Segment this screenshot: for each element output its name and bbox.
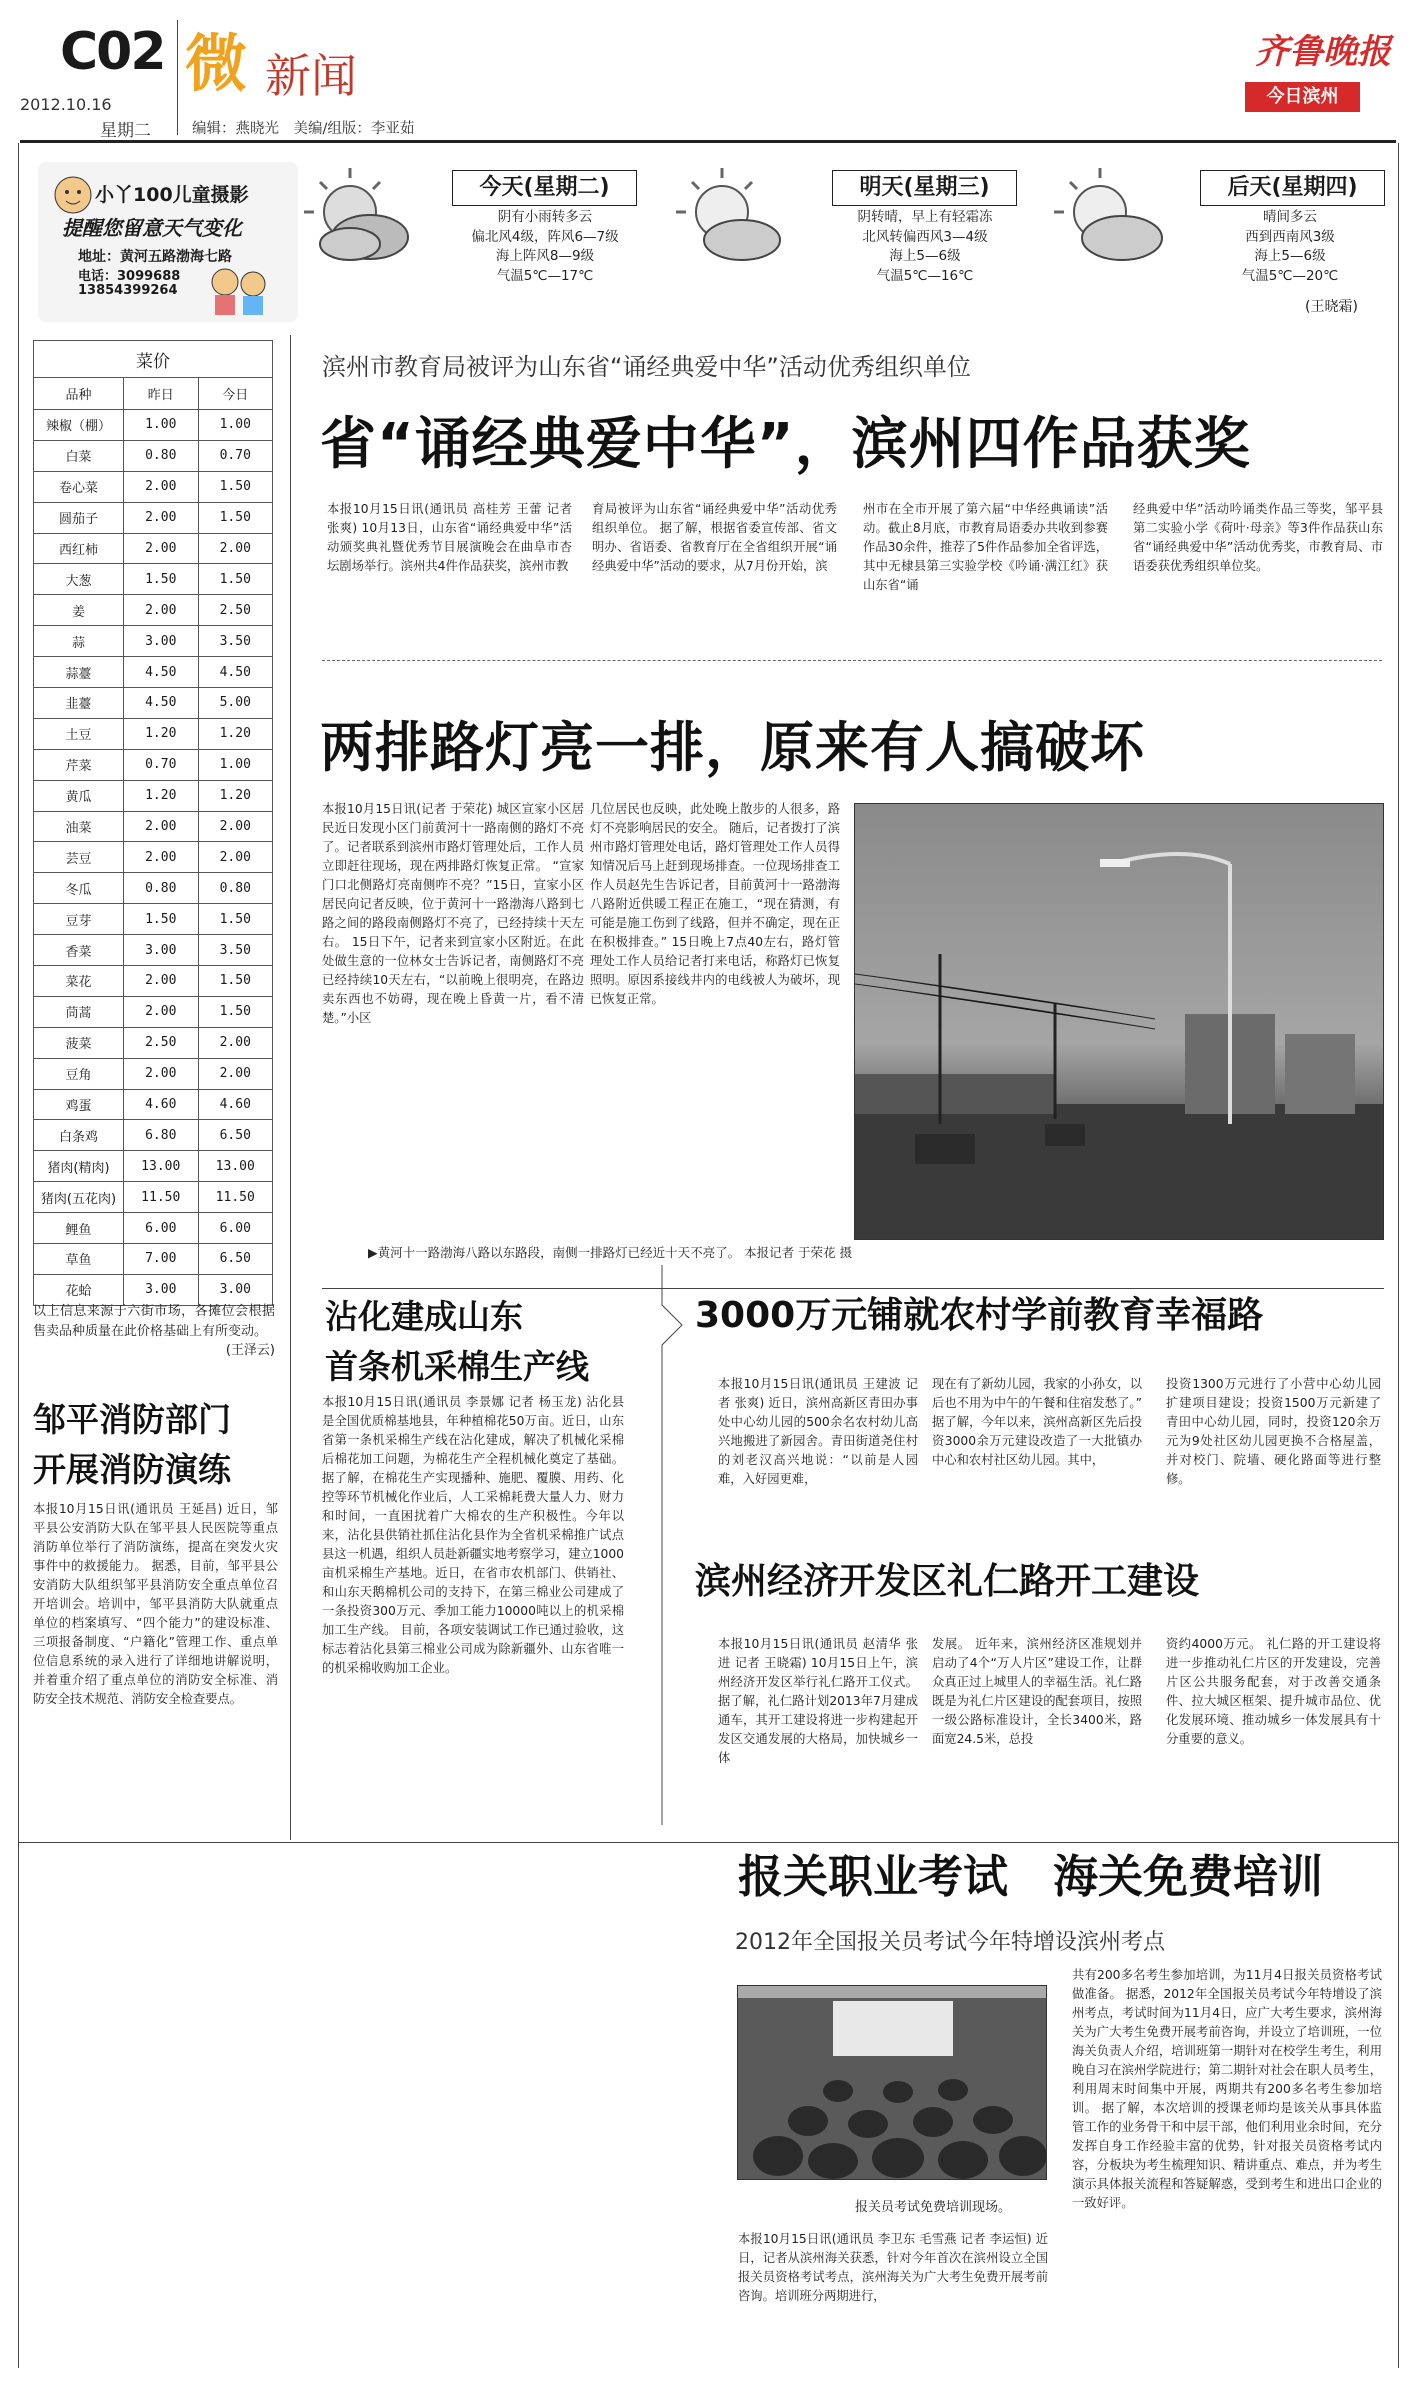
yesterday-price-cell: 1.20 — [124, 780, 199, 811]
headline-line: 首条机采棉生产线 — [325, 1347, 589, 1386]
weather-partly-cloudy-icon — [1050, 162, 1170, 282]
table-row — [34, 626, 273, 657]
today-price-cell: 2.00 — [198, 811, 273, 842]
veg-name-cell: 西红柿 — [34, 533, 124, 564]
weather-line: 气温5℃—17℃ — [496, 267, 594, 284]
table-row — [34, 996, 273, 1027]
veg-name-cell: 猪肉(精肉) — [34, 1151, 124, 1182]
article6-col2: 发展。 近年来，滨州经济区准规划并启动了4个“万人片区”建设工作，让群众真正过上城里人的幸福生活。礼仁路既是为礼仁片区建设的配套项目，按照一级公路标准设计，全长3400米，路面宽24.5米，总投 — [932, 1637, 1142, 1746]
veg-name-cell: 白条鸡 — [34, 1120, 124, 1151]
table-row — [34, 410, 273, 441]
table-row — [34, 1027, 273, 1058]
yesterday-price-cell: 2.00 — [124, 533, 199, 564]
today-price-cell: 6.50 — [198, 1244, 273, 1275]
today-price-cell: 2.50 — [198, 595, 273, 626]
veg-name-cell: 菠菜 — [34, 1027, 124, 1058]
header-divider — [177, 20, 178, 135]
veg-name-cell: 菜花 — [34, 966, 124, 997]
weather-line: 海上5—6级 — [889, 248, 961, 264]
today-price-cell: 1.20 — [198, 718, 273, 749]
article4-body: 本报10月15日讯(通讯员 王延昌) 近日，邹平县公安消防大队在邹平县人民医院等重点消防单位举行了消防演练，提高在突发火灾事件中的救援能力。 据悉，目前，邹平县公安消防大队组织邹平县消防安全重点单位召开培训会。培训中，邹平县消防大队就重点单位的档案填写、“四个能力”的建设标准、三项报备制度、“户籍化”管理工作、重点单位信息系统的录入进行了详细地讲解说明，并着重介绍了重点单位的消防安全标准、消防安全技术规范、消防安全检查要点。 — [33, 1502, 278, 1706]
today-price-cell: 1.00 — [198, 749, 273, 780]
today-price-cell: 1.50 — [198, 502, 273, 533]
table-row — [34, 873, 273, 904]
weather-line: 阴转晴，早上有轻霜冻 — [857, 209, 993, 225]
yesterday-price-cell: 1.00 — [124, 410, 199, 441]
veg-name-cell: 大葱 — [34, 564, 124, 595]
yesterday-price-cell: 2.00 — [124, 811, 199, 842]
weather-credit: (王晓霜) — [1305, 299, 1358, 315]
article4-headline — [33, 1395, 231, 1495]
veg-name-cell: 芹菜 — [34, 749, 124, 780]
today-price-cell: 1.50 — [198, 564, 273, 595]
yesterday-price-cell: 2.00 — [124, 471, 199, 502]
ad-address: 地址：黄河五路渤海七路 — [78, 249, 232, 265]
classroom-photo-caption: 报关员考试免费培训现场。 — [855, 2200, 1012, 2215]
article1-subtitle: 滨州市教育局被评为山东省“诵经典爱中华”活动优秀组织单位 — [322, 353, 971, 381]
vegetable-note — [33, 1302, 275, 1361]
yesterday-price-cell: 2.00 — [124, 966, 199, 997]
yesterday-price-cell: 1.50 — [124, 904, 199, 935]
yesterday-price-cell: 1.50 — [124, 564, 199, 595]
veg-name-cell: 草鱼 — [34, 1244, 124, 1275]
yesterday-price-cell: 3.00 — [124, 626, 199, 657]
today-price-cell: 1.50 — [198, 904, 273, 935]
yesterday-price-cell: 2.00 — [124, 595, 199, 626]
headline-line: 开展消防演练 — [33, 1450, 231, 1489]
article2-headline: 两排路灯亮一排，原来有人搞破坏 — [320, 716, 1145, 779]
veg-name-cell: 辣椒（棚） — [34, 410, 124, 441]
article7-headline: 报关职业考试 海关免费培训 — [738, 1850, 1324, 1903]
yesterday-price-cell: 4.60 — [124, 1089, 199, 1120]
ad-slogan: 提醒您留意天气变化 — [62, 216, 242, 240]
article5-headline: 3000万元铺就农村学前教育幸福路 — [695, 1295, 1264, 1336]
weather-line: 阴有小雨转多云 — [497, 209, 593, 225]
table-row — [34, 471, 273, 502]
today-price-cell: 13.00 — [198, 1151, 273, 1182]
table-row — [34, 966, 273, 997]
today-price-cell: 4.50 — [198, 657, 273, 688]
veg-name-cell: 油菜 — [34, 811, 124, 842]
today-price-cell: 2.00 — [198, 1058, 273, 1089]
veg-name-cell: 韭薹 — [34, 688, 124, 719]
page-date: 2012.10.16 — [20, 95, 112, 114]
weather-label-tomorrow: 明天(星期三) — [832, 170, 1017, 206]
ad-phone-2: 13854399264 — [78, 283, 178, 298]
today-price-cell: 1.50 — [198, 966, 273, 997]
yesterday-price-cell: 2.00 — [124, 842, 199, 873]
today-price-cell: 2.00 — [198, 842, 273, 873]
weather-label-day-after: 后天(星期四) — [1200, 170, 1385, 206]
article6-col1: 本报10月15日讯(通讯员 赵清华 张进 记者 王晓霜) 10月15日上午，滨州经济开发区举行礼仁路开工仪式。据了解，礼仁路计划2013年7月建成通车，其开工建设将进一步构建起开发区交通发展的大格局，加快城乡一体 — [718, 1637, 918, 1765]
cartoon-children-icon — [205, 262, 275, 317]
veg-name-cell: 圆茄子 — [34, 502, 124, 533]
table-row — [34, 811, 273, 842]
page-weekday: 星期二 — [100, 121, 151, 141]
newspaper-name: 齐鲁晚报 — [1255, 32, 1391, 72]
table-row — [34, 1120, 273, 1151]
today-price-cell: 6.00 — [198, 1213, 273, 1244]
today-price-cell: 3.50 — [198, 935, 273, 966]
table-row — [34, 595, 273, 626]
classroom-photo — [737, 1985, 1047, 2180]
table-row — [34, 1089, 273, 1120]
table-row — [34, 842, 273, 873]
headline-line: 邹平消防部门 — [33, 1400, 231, 1439]
header-rule — [20, 140, 1396, 143]
table-row — [34, 1213, 273, 1244]
table-row — [34, 564, 273, 595]
article3-body: 本报10月15日讯(通讯员 李景娜 记者 杨玉龙) 沾化县是全国优质棉基地县，年种植棉花50万亩。近日，山东省第一条机采棉生产线在沾化建成，解决了机械化采棉后棉花加工问题，为棉花生产全程机械化奠定了基础。 据了解，在棉花生产实现播种、施肥、覆膜、用药、化控等环节机械化作业后，人工采棉耗费大量人力、财力和时间，一直困扰着广大棉农的生产积极性。今年以来，沾化县供销社抓住沾化县作为全省机采棉推广试点县这一机遇，组织人员赴新疆实地考察学习，建立1000亩机采棉生产基地。近日，在省市农机部门、供销社、和山东天鹅棉机公司的支持下，在第三棉业公司建成了一条投资300万元、季加工能力10000吨以上的机采棉加工生产线。 目前，各项安装调试工作已通过验收，这标志着沾化县第三棉业公司成为除新疆外、山东省唯一的机采棉收购加工企业。 — [322, 1395, 624, 1675]
veg-name-cell: 猪肉(五花肉) — [34, 1182, 124, 1213]
article1-col3: 州市在全市开展了第六届“中华经典诵读”活动。截止8月底，市教育局语委办共收到参赛作品30余件，推荐了5件作品参加全省评选，其中无棣县第三实验学校《吟诵·满江红》获山东省“诵 — [863, 502, 1108, 592]
yesterday-price-cell: 11.50 — [124, 1182, 199, 1213]
ad-phone: 电话：3099688 — [78, 269, 181, 284]
street-photo-caption: ▶黄河十一路渤海八路以东路段，南侧一排路灯已经近十天不亮了。 本报记者 于荣花 摄 — [368, 1245, 853, 1260]
weather-text-tomorrow — [815, 208, 1035, 286]
table-row — [34, 718, 273, 749]
veg-name-cell: 鸡蛋 — [34, 1089, 124, 1120]
table-row — [34, 533, 273, 564]
section-logo-news: 新闻 — [265, 49, 357, 103]
veg-name-cell: 鲤鱼 — [34, 1213, 124, 1244]
today-price-cell: 2.00 — [198, 533, 273, 564]
article1-col2: 育局被评为山东省“诵经典爱中华”活动优秀组织单位。 据了解，根据省委宣传部、省文明办、省语委、省教育厅在全省组织开展“诵经典爱中华”活动的要求，从7月份开始，滨 — [592, 502, 837, 573]
column-header: 今日 — [198, 378, 273, 410]
yesterday-price-cell: 2.00 — [124, 996, 199, 1027]
column-divider — [290, 335, 291, 1840]
table-row — [34, 688, 273, 719]
table-row — [34, 440, 273, 471]
today-price-cell: 3.00 — [198, 1274, 273, 1305]
table-caption: 菜价 — [34, 341, 273, 378]
article2-col1: 本报10月15日讯(记者 于荣花) 城区宣家小区居民近日发现小区门前黄河十一路南侧的路灯不亮了。记者联系到滨州市路灯管理处后，工作人员立即赶往现场，现在两排路灯恢复正常。 “宣家门口北侧路灯亮南侧咋不亮？”15日，宣家小区居民向记者反映，位于黄河十一路渤海八路到七路之间的路段南侧路灯不亮了，已经持续十天左右。 15日下午，记者来到宣家小区附近。在此处做生意的一位林女士告诉记者，南侧路灯不亮已经持续10天左右，“以前晚上很明亮，在路边卖东西也不妨碍，现在晚上昏黄一片，看不清楚。”小区 — [322, 802, 584, 1025]
today-price-cell: 1.20 — [198, 780, 273, 811]
yesterday-price-cell: 2.00 — [124, 502, 199, 533]
weather-line: 海上5—6级 — [1254, 248, 1326, 264]
veg-name-cell: 白菜 — [34, 440, 124, 471]
veg-name-cell: 蒜薹 — [34, 657, 124, 688]
table-row — [34, 502, 273, 533]
veg-name-cell: 茼蒿 — [34, 996, 124, 1027]
yesterday-price-cell: 13.00 — [124, 1151, 199, 1182]
table-row — [34, 1274, 273, 1305]
yesterday-price-cell: 3.00 — [124, 935, 199, 966]
yesterday-price-cell: 0.80 — [124, 873, 199, 904]
article1-col4: 经典爱中华”活动吟诵类作品三等奖，邹平县第二实验小学《荷叶·母亲》等3件作品获山东省“诵经典爱中华”活动优秀奖，市教育局、市语委获优秀组织单位奖。 — [1133, 502, 1383, 573]
column-header: 品种 — [34, 378, 124, 410]
article5-col1: 本报10月15日讯(通讯员 王建波 记者 张爽) 近日，滨州高新区青田办事处中心幼儿园的500余名农村幼儿高兴地搬进了新园舍。青田街道尧住村的刘老汉高兴地说：“以前是人园难，入好园更难， — [718, 1377, 918, 1486]
veg-name-cell: 黄瓜 — [34, 780, 124, 811]
table-row — [34, 1244, 273, 1275]
vegetable-price-table — [33, 340, 273, 1306]
veg-name-cell: 冬瓜 — [34, 873, 124, 904]
weather-label-today: 今天(星期二) — [452, 170, 637, 206]
weather-line: 晴间多云 — [1263, 209, 1317, 225]
veg-name-cell: 香菜 — [34, 935, 124, 966]
article7-subtitle: 2012年全国报关员考试今年特增设滨州考点 — [735, 1930, 1165, 1955]
street-photo — [854, 803, 1384, 1240]
yesterday-price-cell: 0.70 — [124, 749, 199, 780]
editors-line: 编辑：燕晓光 美编/组版：李亚茹 — [192, 121, 415, 137]
yesterday-price-cell: 2.00 — [124, 1058, 199, 1089]
today-price-cell: 1.50 — [198, 471, 273, 502]
today-price-cell: 6.50 — [198, 1120, 273, 1151]
table-row — [34, 1058, 273, 1089]
today-price-cell: 1.50 — [198, 996, 273, 1027]
weather-cloud-rain-icon — [300, 162, 420, 282]
note-credit: (王泽云) — [225, 1343, 275, 1358]
today-price-cell: 4.60 — [198, 1089, 273, 1120]
veg-name-cell: 豆角 — [34, 1058, 124, 1089]
weather-sun-cloud-icon — [672, 162, 792, 282]
weather-line: 海上阵风8—9级 — [495, 248, 595, 264]
today-price-cell: 5.00 — [198, 688, 273, 719]
page-right-border — [1398, 143, 1399, 2368]
veg-name-cell: 蒜 — [34, 626, 124, 657]
weather-line: 偏北风4级，阵风6—7级 — [471, 228, 619, 245]
yesterday-price-cell: 6.80 — [124, 1120, 199, 1151]
ad-title: 小丫100儿童摄影 — [95, 184, 249, 206]
article2-col2: 几位居民也反映，此处晚上散步的人很多，路灯不亮影响居民的安全。 随后，记者拨打了滨州市路灯管理处电话，路灯管理处工作人员得知情况后马上赶到现场排查。一位现场排查工作人员赵先生告诉记者，目前黄河十一路渤海八路附近供暖工程正在施工，“现在猜测，有可能是施工伤到了线路，但并不确定，现在正在积极排查。” 15日晚上7点40左右，路灯管理处工作人员给记者打来电话，称路灯已恢复照明。原因系接线井内的电线被人为破坏，现已恢复正常。 — [590, 802, 840, 1006]
weather-text-day-after — [1190, 208, 1390, 286]
note-text: 以上信息来源于六街市场，各摊位会根据售卖品种质量在此价格基础上有所变动。 — [33, 1304, 275, 1339]
article5-col3: 投资1300万元进行了小营中心幼儿园扩建项目建设；投资1500万元新建了青田中心幼儿园，同时，投资120余万元为9处社区幼儿园更换不合格屋盖，并对校门、院墙、硬化路面等进行整修。 — [1166, 1377, 1381, 1486]
table-row — [34, 904, 273, 935]
veg-name-cell: 卷心菜 — [34, 471, 124, 502]
weather-line: 气温5℃—20℃ — [1241, 267, 1339, 284]
veg-name-cell: 豆芽 — [34, 904, 124, 935]
yesterday-price-cell: 2.50 — [124, 1027, 199, 1058]
article6-col3: 资约4000万元。 礼仁路的开工建设将进一步推动礼仁片区的开发建设，完善片区公共服务配套，对于改善交通条件、拉大城区框架、提升城市品位、优化发展环境、推动城乡一体发展具有十分重要的意义。 — [1166, 1637, 1381, 1746]
table-row — [34, 1151, 273, 1182]
veg-name-cell: 花蛤 — [34, 1274, 124, 1305]
today-price-cell: 0.80 — [198, 873, 273, 904]
today-price-cell: 1.00 — [198, 410, 273, 441]
today-price-cell: 2.00 — [198, 1027, 273, 1058]
weather-line: 北风转偏西风3—4级 — [862, 228, 988, 245]
article1-col1: 本报10月15日讯(通讯员 高桂芳 王蕾 记者 张爽) 10月13日，山东省“诵经典爱中华”活动颁奖典礼暨优秀节目展演晚会在曲阜市杏坛剧场举行。滨州共4件作品获奖，滨州市教 — [327, 502, 572, 573]
veg-name-cell: 土豆 — [34, 718, 124, 749]
veg-name-cell: 芸豆 — [34, 842, 124, 873]
today-price-cell: 3.50 — [198, 626, 273, 657]
weather-text-today — [440, 208, 650, 286]
yesterday-price-cell: 7.00 — [124, 1244, 199, 1275]
article7-col2: 共有200多名考生参加培训，为11月4日报关员资格考试做准备。 据悉，2012年全国报关员考试今年特增设了滨州考点，考试时间为11月4日，应广大考生要求，滨州海关为广大考生免费开展考前咨询，并设立了培训班，一位海关负责人介绍，培训班第一期针对在校学生考生，利用晚自习在滨州学院进行；第二期针对社会在职人员考生，利用周末时间集中开展，两期共有200多名考生参加培训。 据了解，本次培训的授课老师均是该关从事具体监管工作的业务骨干和中层干部，他们利用业余时间，充分发挥自身工作经验丰富的优势，针对报关员资格考试内容，分板块为考生梳理知识、精讲重点、难点，并为考生演示具体报关流程和答疑解惑，受到考生和进出口企业的一致好评。 — [1072, 1968, 1382, 2210]
section-logo-wei: 微 — [185, 27, 248, 100]
section-rule — [322, 660, 1382, 661]
classroom-illustration — [738, 1986, 1047, 2180]
table-row — [34, 749, 273, 780]
yesterday-price-cell: 4.50 — [124, 657, 199, 688]
column-header: 昨日 — [124, 378, 199, 410]
article6-headline: 滨州经济开发区礼仁路开工建设 — [695, 1561, 1200, 1602]
yesterday-price-cell: 0.80 — [124, 440, 199, 471]
yesterday-price-cell: 4.50 — [124, 688, 199, 719]
table-row — [34, 780, 273, 811]
divider-chevron — [632, 1265, 692, 1825]
table-row — [34, 657, 273, 688]
yesterday-price-cell: 3.00 — [124, 1274, 199, 1305]
edition-badge: 今日滨州 — [1245, 82, 1360, 112]
table-row — [34, 1182, 273, 1213]
weather-line: 西到西南风3级 — [1245, 228, 1335, 245]
yesterday-price-cell: 1.20 — [124, 718, 199, 749]
today-price-cell: 0.70 — [198, 440, 273, 471]
table-row — [34, 935, 273, 966]
article3-headline — [325, 1292, 589, 1392]
street-scene-illustration — [855, 804, 1384, 1240]
yesterday-price-cell: 6.00 — [124, 1213, 199, 1244]
veg-name-cell: 姜 — [34, 595, 124, 626]
article5-col2: 现在有了新幼儿园，我家的小孙女，以后也不用为中午的午餐和住宿发愁了。” 据了解，今年以来，滨州高新区先后投资3000余万元建设改造了一大批镇办中心和农村社区幼儿园。其中， — [932, 1377, 1142, 1467]
today-price-cell: 11.50 — [198, 1182, 273, 1213]
weather-line: 气温5℃—16℃ — [876, 267, 974, 284]
headline-line: 沾化建成山东 — [325, 1297, 523, 1336]
page-number: C02 — [60, 22, 165, 82]
article1-headline: 省“诵经典爱中华”，滨州四作品获奖 — [320, 412, 1251, 477]
article7-col1: 本报10月15日讯(通讯员 李卫东 毛雪燕 记者 李运恒) 近日，记者从滨州海关获悉，针对今年首次在滨州设立全国报关员资格考试考点，滨州海关为广大考生免费开展考前咨询。培训班分两期进行， — [738, 2232, 1048, 2303]
page-left-border — [18, 143, 19, 2368]
